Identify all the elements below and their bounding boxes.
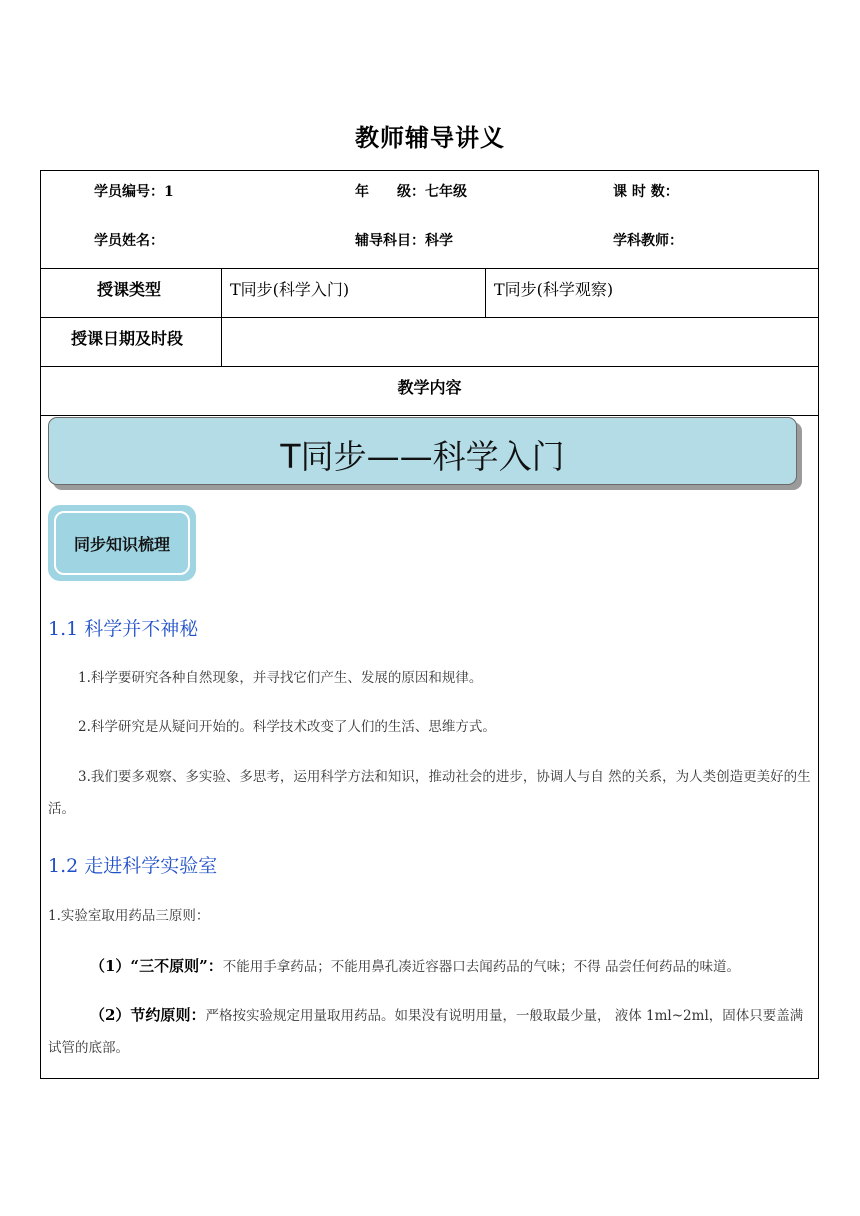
section-banner xyxy=(48,417,797,485)
paragraph-text: 1.实验室取用药品三原则： xyxy=(48,908,210,924)
paragraph xyxy=(48,761,813,825)
grade: 年 级：七年级 xyxy=(355,184,467,200)
student-id: 学员编号：1 xyxy=(94,184,174,200)
knowledge-tag xyxy=(48,505,196,581)
divider xyxy=(41,317,818,318)
divider xyxy=(41,366,818,367)
divider xyxy=(41,268,818,269)
lesson-count: 课 时 数： xyxy=(613,184,679,200)
section-heading: 1.2 走进科学实验室 xyxy=(48,855,218,877)
rule-label: （2）节约原则： xyxy=(90,1006,206,1024)
paragraph xyxy=(48,900,813,932)
teacher: 学科教师： xyxy=(613,233,683,249)
date-label: 授课日期及时段 xyxy=(71,329,184,348)
subject: 辅导科目：科学 xyxy=(355,233,453,249)
rule-paragraph xyxy=(48,950,813,983)
rule-paragraph xyxy=(48,999,813,1064)
section-heading: 1.1 科学并不神秘 xyxy=(48,618,199,640)
lesson-table xyxy=(40,170,819,1079)
student-name: 学员姓名： xyxy=(94,233,164,249)
rule-label: （1）“三不原则”： xyxy=(90,957,223,975)
knowledge-tag-inner xyxy=(54,511,190,575)
paragraph xyxy=(48,711,813,743)
paragraph xyxy=(48,662,813,694)
paragraph-text: 3.我们要多观察、多实验、多思考，运用科学方法和知识，推动社会的进步，协调人与自 然的关系，为人类创造更美好的生活。 xyxy=(48,769,811,817)
rule-text: 严格按实验规定用量取用药品。如果没有说明用量，一般取最少量， 液体 1ml~2ml，固体只要盖满试管的底部。 xyxy=(48,1008,804,1056)
knowledge-tag-label: 同步知识梳理 xyxy=(73,534,170,554)
content-header: 教学内容 xyxy=(397,378,462,397)
rule-text: 不能用手拿药品；不能用鼻孔凑近容器口去闻药品的气味；不得 品尝任何药品的味道。 xyxy=(222,959,740,975)
paragraph-text: 2.科学研究是从疑问开始的。科学技术改变了人们的生活、思维方式。 xyxy=(78,719,496,735)
page-title: 教师辅导讲义 xyxy=(355,123,505,152)
lesson-type-2: T同步(科学观察) xyxy=(494,280,614,299)
lesson-type-label: 授课类型 xyxy=(97,280,162,299)
lesson-type-1: T同步(科学入门) xyxy=(230,280,350,299)
paragraph-text: 1.科学要研究各种自然现象，并寻找它们产生、发展的原因和规律。 xyxy=(78,670,483,686)
banner-title: T同步——科学入门 xyxy=(280,437,565,476)
divider xyxy=(41,415,818,416)
divider xyxy=(485,268,486,317)
